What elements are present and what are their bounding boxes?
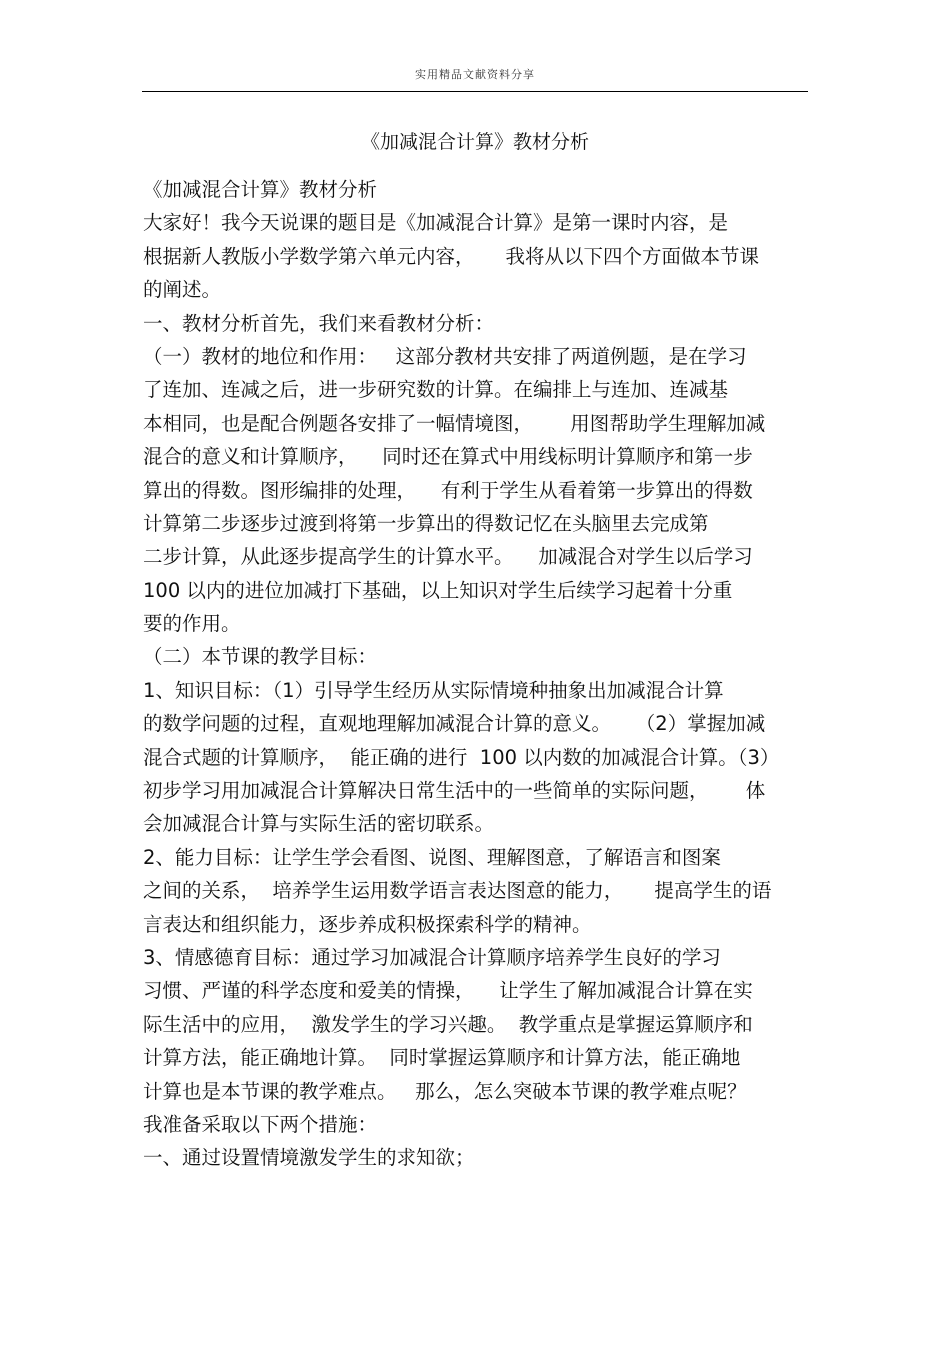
body-line: （一）教材的地位和作用： 这部分教材共安排了两道例题，是在学习 — [143, 344, 747, 368]
body-line: 计算第二步逐步过渡到将第一步算出的得数记忆在头脑里去完成第 — [143, 511, 709, 535]
body-line: 言表达和组织能力，逐步养成积极探索科学的精神。 — [143, 912, 592, 936]
body-line: 2、能力目标：让学生学会看图、说图、理解图意，了解语言和图案 — [143, 845, 721, 869]
body-line: 1、知识目标：（1）引导学生经历从实际情境种抽象出加减混合计算 — [143, 678, 724, 702]
document-body — [143, 173, 823, 1175]
document-title: 《加减混合计算》教材分析 — [360, 131, 589, 153]
body-line: 的数学问题的过程，直观地理解加减混合计算的意义。 （2）掌握加减 — [143, 712, 766, 736]
body-line: 际生活中的应用， 激发学生的学习兴趣。 教学重点是掌握运算顺序和 — [143, 1012, 753, 1036]
body-line: 要的作用。 — [143, 612, 241, 636]
page-header-text: 实用精品文献资料分享 — [415, 68, 535, 81]
body-line: 一、通过设置情境激发学生的求知欲； — [143, 1146, 475, 1170]
body-line: 计算也是本节课的教学难点。 那么，怎么突破本节课的教学难点呢？ — [143, 1079, 747, 1103]
body-line: 混合的意义和计算顺序， 同时还在算式中用线标明计算顺序和第一步 — [143, 445, 753, 469]
body-line: 一、教材分析首先，我们来看教材分析： — [143, 311, 495, 335]
body-line: 本相同，也是配合例题各安排了一幅情境图， 用图帮助学生理解加减 — [143, 411, 766, 435]
body-line: 根据新人教版小学数学第六单元内容， 我将从以下四个方面做本节课 — [143, 244, 759, 268]
body-line: 初步学习用加减混合计算解决日常生活中的一些简单的实际问题， 体 — [143, 779, 766, 803]
body-line: 算出的得数。图形编排的处理， 有利于学生从看着第一步算出的得数 — [143, 478, 753, 502]
body-line: 了连加、连减之后，进一步研究数的计算。在编排上与连加、连减基 — [143, 378, 729, 402]
body-line: （二）本节课的教学目标： — [143, 645, 378, 669]
body-line: 计算方法，能正确地计算。 同时掌握运算顺序和计算方法，能正确地 — [143, 1046, 741, 1070]
body-line: 习惯、严谨的科学态度和爱美的情操， 让学生了解加减混合计算在实 — [143, 979, 753, 1003]
body-line: 100 以内的进位加减打下基础，以上知识对学生后续学习起着十分重 — [143, 578, 733, 602]
body-line: 我准备采取以下两个措施： — [143, 1112, 378, 1136]
body-line: 《加减混合计算》教材分析 — [143, 178, 378, 201]
body-line: 之间的关系， 培养学生运用数学语言表达图意的能力， 提高学生的语 — [143, 879, 772, 903]
body-line: 混合式题的计算顺序， 能正确的进行 100 以内数的加减混合计算。（3） — [143, 745, 780, 769]
body-line: 二步计算，从此逐步提高学生的计算水平。 加减混合对学生以后学习 — [143, 545, 753, 569]
body-line: 3、情感德育目标：通过学习加减混合计算顺序培养学生良好的学习 — [143, 945, 721, 969]
header-divider — [142, 91, 808, 92]
body-line: 大家好！我今天说课的题目是《加减混合计算》是第一课时内容，是 — [143, 211, 729, 235]
body-line: 的阐述。 — [143, 278, 222, 302]
body-line: 会加减混合计算与实际生活的密切联系。 — [143, 812, 495, 836]
